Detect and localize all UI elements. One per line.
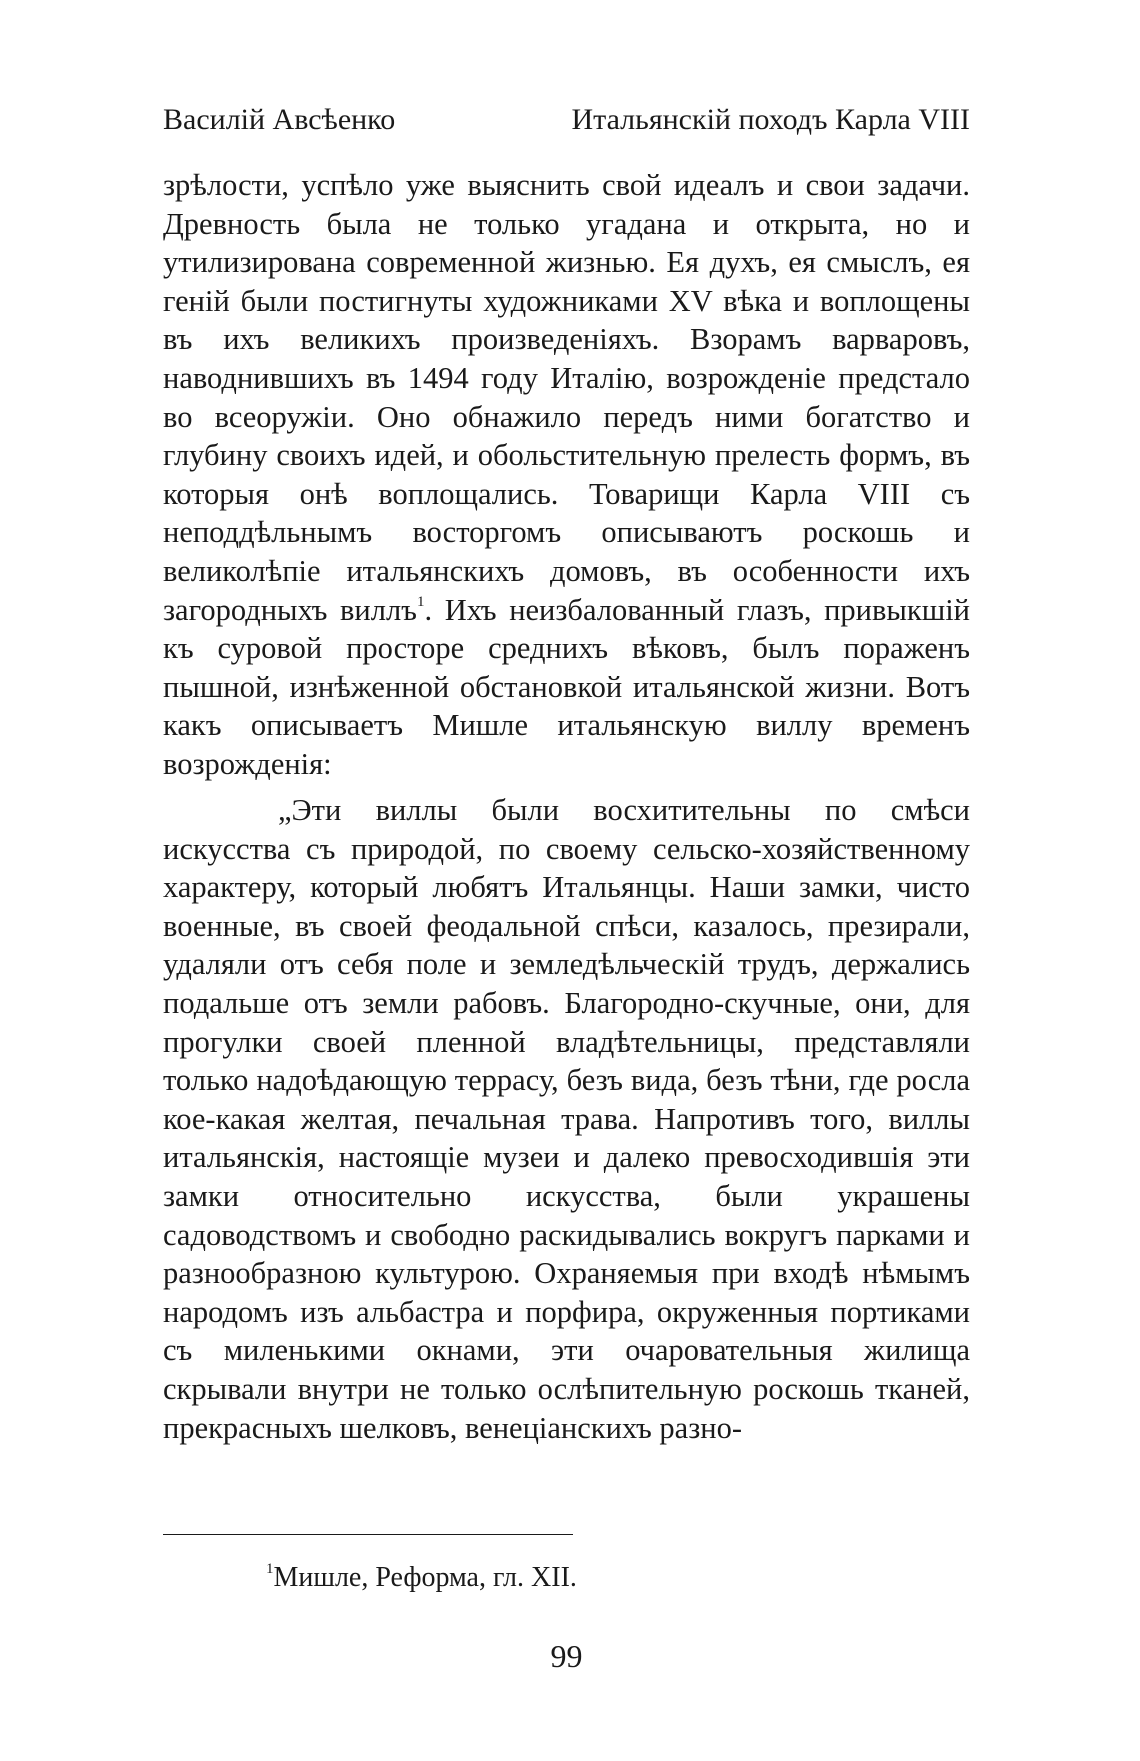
paragraph-1-text: зрѣлости, успѣло уже выяснить свой идеалъ и свои задачи. Древность была не только угадана и открыта, но и утилизирована современной жизнью. Ея духъ, ея смыслъ, ея геній были постигнуты художниками XV вѣка и воплощены въ ихъ великихъ произведеніяхъ. Взорамъ варваровъ, наводнившихъ въ 1494 году Италію, возрожденіе предстало во всеоружіи. Оно обнажило передъ ними богатство и глубину своихъ идей, и обольстительную прелесть формъ, въ которыя онѣ воплощались. Товарищи Карла VIII съ неподдѣльнымъ восторгомъ описываютъ роскошь и великолѣпіе итальянскихъ домовъ, въ особенности ихъ загородныхъ виллъ — [163, 168, 970, 627]
body-paragraph-2-quote: „Эти виллы были восхитительны по смѣси искусства съ природой, по своему сельско-хозяйственному характеру, который любятъ Итальянцы. Наши замки, чисто военные, въ своей феодальной спѣси, казалось, презирали, удаляли отъ себя поле и земледѣльческій трудъ, держались подальше отъ земли рабовъ. Благородно-скучные, они, для прогулки своей пленной владѣтельницы, представляли только надоѣдающую террасу, безъ вида, безъ тѣни, где росла кое-какая желтая, печальная трава. Напротивъ того, виллы итальянскія, настоящіе музеи и далеко превосходившія эти замки относительно искусства, были украшены садоводствомъ и свободно раскидывались вокругъ парками и разнообразною культурою. Охраняемыя при входѣ нѣмымъ народомъ изъ альбастра и порфира, окруженныя портиками съ миленькими окнами, эти очаровательныя жилища скрывали внутри не только ослѣпительную роскошь тканей, прекрасныхъ шелковъ, венеціанскихъ разно- — [163, 793, 970, 1445]
footnote-marker: 1 — [266, 1561, 274, 1577]
running-header — [163, 100, 970, 140]
body-paragraph-1 — [163, 166, 970, 784]
footnote-text: Мишле, Реформа, гл. XII. — [273, 1562, 577, 1593]
footnote-divider — [163, 1534, 573, 1535]
footnote-reference[interactable]: 1 — [416, 593, 425, 610]
book-page — [163, 0, 970, 1761]
header-author: Василій Авсѣенко — [163, 103, 396, 136]
footnote — [266, 1560, 577, 1596]
header-title: Итальянскій походъ Карла VIII — [571, 103, 970, 136]
page-number: 99 — [550, 1638, 583, 1674]
paragraph-1-text-continued: . Ихъ неизбалованный глазъ, привыкшій къ суровой просторе среднихъ вѣковъ, былъ пораженъ пышной, изнѣженной обстановкой итальянской жизни. Вотъ какъ описываетъ Мишле итальянскую виллу временъ возрожденія: — [163, 592, 970, 781]
